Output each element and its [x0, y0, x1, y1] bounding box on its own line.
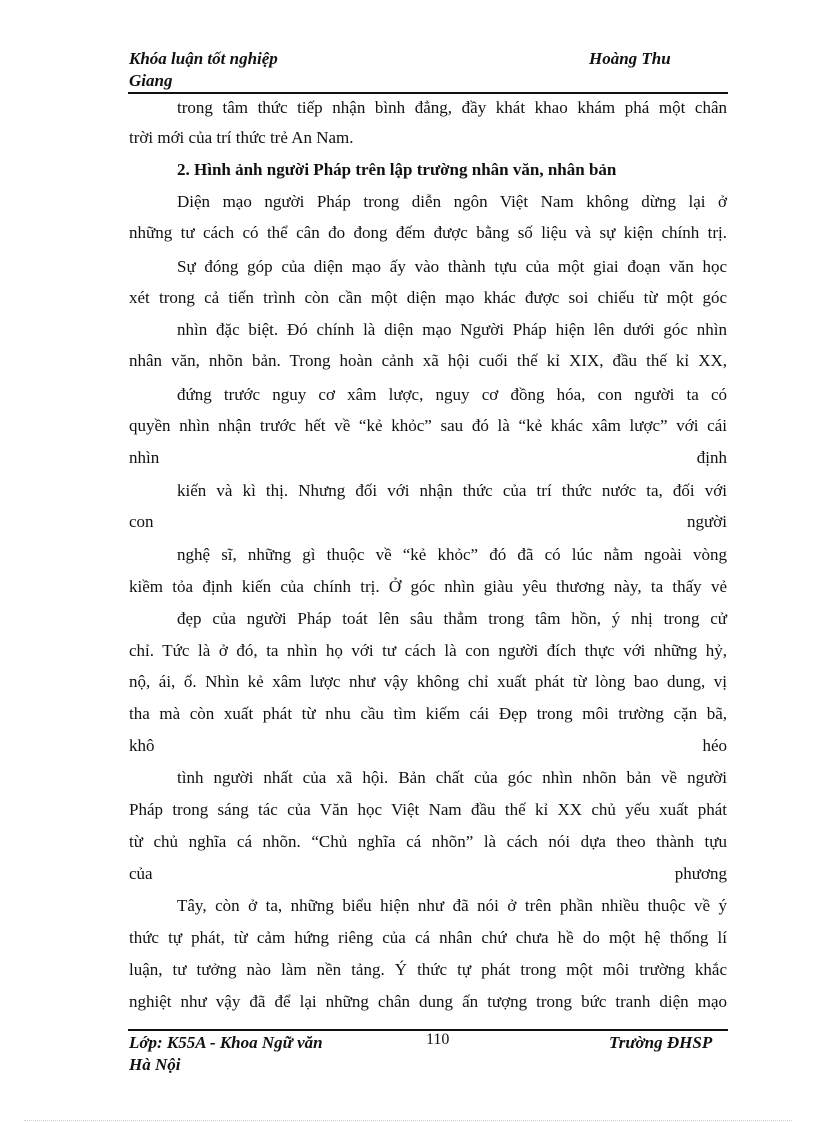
text-line: nhân văn, nhõn bản. Trong hoàn cảnh xã hội cuối thế kỉ XIX, đầu thế kỉ XX, — [129, 351, 727, 370]
section-heading: 2. Hình ảnh người Pháp trên lập trường nhân văn, nhân bản — [177, 160, 617, 179]
text-line: Pháp trong sáng tác của Văn học Việt Nam đầu thế kỉ XX chủ yếu xuất phát — [129, 800, 727, 819]
text-line: xét trong cả tiến trình còn cần một diện mạo khác được soi chiếu từ một góc — [129, 288, 727, 307]
text-line: Sự đóng góp của diện mạo ấy vào thành tựu của một giai đoạn văn học — [177, 257, 727, 276]
text-line: đứng trước nguy cơ xâm lược, nguy cơ đồng hóa, con người ta có — [177, 385, 727, 404]
header-author-name: Hoàng Thu — [589, 49, 671, 68]
page-edge-divider — [24, 1120, 792, 1121]
text-line: của phương — [129, 864, 727, 883]
text-line: quyền nhìn nhận trước hết về “kẻ khỏc” sau đó là “kẻ khác xâm lược” với cái — [129, 416, 727, 435]
footer-city: Hà Nội — [129, 1055, 181, 1074]
text-line: trong tâm thức tiếp nhận bình đẳng, đầy khát khao khám phá một chân — [177, 98, 727, 117]
footer-university: Trường ĐHSP — [609, 1033, 713, 1052]
text-line: khô héo — [129, 736, 727, 755]
text-line: từ chủ nghĩa cá nhõn. “Chủ nghĩa cá nhõn” là cách nói dựa theo thành tựu — [129, 832, 727, 851]
text-line: tình người nhất của xã hội. Bản chất của góc nhìn nhõn bản về người — [177, 768, 727, 787]
text-line: trời mới của trí thức trẻ An Nam. — [129, 128, 354, 147]
text-line: kiềm tỏa định kiến của chính trị. Ở góc nhìn giàu yêu thương này, ta thấy vẻ — [129, 577, 727, 596]
text-line: kiến và kì thị. Nhưng đối với nhận thức của trí thức nước ta, đối với — [177, 481, 727, 500]
text-line: luận, tư tưởng nào làm nền tảng. Ý thức tự phát trong một môi trường khắc — [129, 960, 727, 979]
text-line: nghiệt như vậy đã để lại những chân dung ấn tượng trong bức tranh diện mạo — [129, 992, 727, 1011]
text-line: Diện mạo người Pháp trong diễn ngôn Việt Nam không dừng lại ở — [177, 192, 727, 211]
header-divider — [128, 92, 728, 94]
footer-class-label: Lớp: K55A - Khoa Ngữ văn — [129, 1033, 323, 1052]
text-line: nhìn đặc biệt. Đó chính là diện mạo Người Pháp hiện lên dưới góc nhìn — [177, 320, 727, 339]
text-line: Tây, còn ở ta, những biểu hiện như đã nói ở trên phần nhiều thuộc về ý — [177, 896, 727, 915]
text-line: con người — [129, 512, 727, 531]
text-line: những tư cách có thể cân đo đong đếm được bằng số liệu và sự kiện chính trị. — [129, 223, 727, 242]
text-line: đẹp của người Pháp toát lên sâu thẳm trong tâm hồn, ý nhị trong cử — [177, 609, 727, 628]
header-thesis-label: Khóa luận tốt nghiệp — [129, 49, 278, 68]
page-number: 110 — [426, 1031, 450, 1048]
text-line: chỉ. Tức là ở đó, ta nhìn họ với tư cách là con người đích thực với những hỷ, — [129, 641, 727, 660]
text-line: nghệ sĩ, những gì thuộc về “kẻ khỏc” đó đã có lúc nằm ngoài vòng — [177, 545, 727, 564]
text-line: nhìn định — [129, 448, 727, 467]
text-line: nộ, ái, ố. Nhìn kẻ xâm lược như vậy không chỉ xuất phát từ lòng bao dung, vị — [129, 672, 727, 691]
header-author-surname: Giang — [129, 71, 173, 90]
text-line: thức tự phát, từ cảm hứng riêng của cá nhân chứ chưa hề do một hệ thống lí — [129, 928, 727, 947]
text-line: tha mà còn xuất phát từ nhu cầu tìm kiếm cái Đẹp trong môi trường cặn bã, — [129, 704, 727, 723]
